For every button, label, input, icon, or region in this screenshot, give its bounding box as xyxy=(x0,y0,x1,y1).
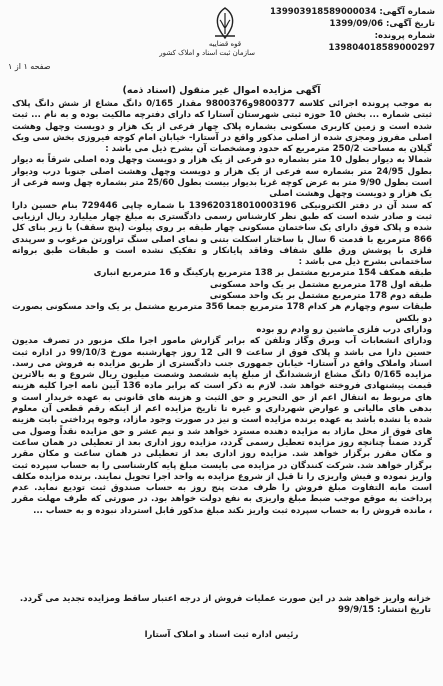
document-title: آگهی مزایده اموال غیر منقول (اسناد ذمه) xyxy=(122,85,321,96)
paragraph: طبقه اول 178 مترمربع مشتمل بر یک واحد مسکونی xyxy=(210,279,432,290)
notice-number: شماره آگهی: 139903918589000034 xyxy=(269,7,435,17)
signature: رئیس اداره ثبت اسناد و املاک آستارا xyxy=(144,630,299,640)
notice-date: تاریخ آگهی: 1399/09/06 xyxy=(329,19,435,29)
paragraph: طبقات سوم وچهارم هر کدام 178 مترمربع جمعا 356 مترمربع مشتمل بر یک واحد مسکونی بصورت دو بلکس xyxy=(12,302,432,324)
org-name-line1: قوه قضاییه xyxy=(208,40,242,48)
paragraph: شمالا به دیوار بطول 10 متر بشماره دو فرعی از یک هزار و دویست وچهل وده اصلی شرقاً به دیوار بطول 24/95 متر بشماره سه فرعی از یک هزار و دویست وچهل وهشت اصلی جنوبا درب ودیوار است بطول 9/90 متر به عرض کوچه غربا بدیوار بیست بطول 25/60 متر بشماره چهل وسه فرعی از یک هزار و دویست وچهل وهشت اصلی xyxy=(12,155,432,200)
emblem-icon xyxy=(210,6,240,40)
org-name-line2: سازمان ثبت اسناد و املاک کشور xyxy=(159,49,255,57)
paragraph: ودارای درب فلزی ماشین رو وادم رو بوده xyxy=(256,324,432,335)
paragraph: ودارای انشعابات آب وبرق وگاز وتلفن که برابر گزارش مامور اجرا ملک مزبور در تصرف مدیون حسین دارا می باشد و پلاک فوق از ساعت 9 الی 12 روز چهارشنبه مورخ 99/10/3 در اداره ثبت اسناد واملاک واقع در آستارا- خیابان جمهوری جنب دادگستری از طریق مزایده به فروش می رسد. مزایده 0/165 دانگ مشاع ازششدانگ از مبلغ پایه ششصد وشصت میلیون ریال شروع و به بالاترین قیمت پیشنهادی فروخته خواهد شد. لازم به ذکر است که برابر ماده 136 آیین نامه اجرا کلیه هزینه های مربوط به انتقال اعم از حق التحریر و حق الثبت و هزینه های قانونی به عهده خریدار است و بدهی های مالیاتی و عوارض شهرداری و غیره تا تاریخ مزایده اعم از اینکه رقم قطعی آن معلوم شده یا نشده باشد به عهده برنده مزایده است و نیز در صورت وجود مازاد، وجوه پرداختی بابت هزینه های فوق از محل مازاد به مزایده دهنده مسترد خواهد شد و نیم عشر و حق مزایده نقداً وصول می گردد ضمناً چنانچه روز مزایده تعطیل رسمی گردد، مزایده روز اداری بعد از تعطیلی در همان ساعت و مکان مقرر برگزار خواهد شد. مزایده روز اداری بعد از تعطیلی در همان ساعت و مکان مقرر برگزار خواهد شد. شرکت کنندگان در مزایده می بایست مبلغ پایه کارشناسی را به حساب سپرده ثبت واریز نموده و فیش واریزی را تا قبل از شروع مزایده به واحد اجرا تحویل نمایند. برنده مزایده مکلف است مابه التفاوت مبلغ فروش را ظرف مدت پنج روز به حساب صندوق ثبت تودیع نماید. عدم پرداخت به موقع موجب ضبط مبلغ واریزی به نفع دولت خواهد بود. در صورتی که طرف مهلت مقرر ، مانده فروش را به حساب سپرده ثبت واریز نکند مبلغ مذکور قابل استرداد نبوده و به حساب ... xyxy=(12,336,432,516)
judiciary-emblem xyxy=(159,6,255,68)
notice-footer xyxy=(11,594,431,617)
publish-date: تاریخ انتشار: 99/9/15 xyxy=(337,605,431,616)
notice-body xyxy=(12,99,432,517)
paragraph: طبقه دوم 178 مترمربع مشتمل بر یک واحد مسکونی xyxy=(209,291,432,302)
file-number-label: شماره پرونده: xyxy=(374,31,435,41)
paragraph: طبقه همکف 154 مترمربع مشتمل بر 138 مترمربع پارکینگ و 16 مترمربع انباری xyxy=(93,268,432,279)
paragraph: خزانه واریز خواهد شد در این صورت عملیات فروش از درجه اعتبار ساقط ومزایده تجدید می گردد. xyxy=(19,594,431,604)
file-number-value: 139804018589000297 xyxy=(328,43,435,53)
paragraph: به موجب پرونده اجرائی کلاسه 9800377و9800376 مقدار 0/165 دانگ مشاع از شش دانگ پلاک ثبتی شماره ... بخش 10 حوزه ثبتی شهرستان آستارا که دارای دفترچه مالکیت بوده و به نام ... ثبت شده است و زمین کاربری مسکونی بشماره پلاک چهار فرعی از یک هزار و دویست وچهل وهشت اصلی مفروز ومجزی شده از اصلی مذکور واقع در آستارا- خیابان امام کوچه فیروزی بخش سی ویک گیلان به مساحت 250/2 مترمربع که حدود ومشخصات آن بشرح ذیل می باشد : xyxy=(12,99,432,155)
page-number: صفحه ۱ از ۱ xyxy=(8,62,51,71)
paragraph: که سند آن در دفتر الکترونیکی 139620318010003196 با شماره چاپی 729446 بنام حسین دارا ثبت و صادر شده است که طبق نظر کارشناس رسمی دادگستری به مبلغ چهار میلیارد ریال ارزیابی شده و پلاک فوق دارای یک ساختمان مسکونی چهار طبقه بر روی پیلوت (پنج سقف) با زیر بنای کل 866 مترمربع با قدمت 6 سال با ساختار اسکلت بتنی و نمای اصلی سنگ تراورتن مرغوب و سرپندی فلزی با پوشش ورق طلق شفاف وفاقد پایانکار و تفکیک نشده است و طبقات طبق برواته ساختمانی بشرح ذیل می باشد : xyxy=(12,200,432,268)
notice-meta xyxy=(270,6,435,54)
